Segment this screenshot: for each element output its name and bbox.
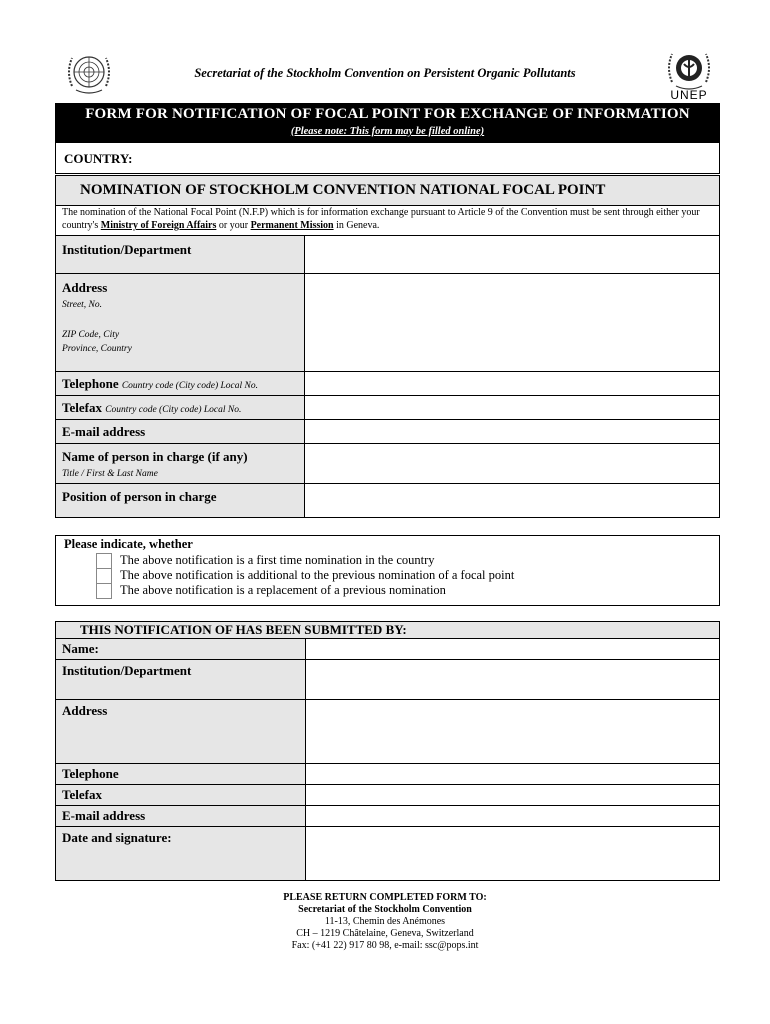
- form-title: FORM FOR NOTIFICATION OF FOCAL POINT FOR EXCHANGE OF INFORMATION: [85, 106, 690, 122]
- org-title: Secretariat of the Stockholm Convention on Persistent Organic Pollutants: [194, 66, 576, 80]
- nomination-table: [55, 175, 720, 518]
- option-first-time-label: The above notification is a first time nomination in the country: [120, 553, 435, 567]
- telefax-hint: Country code (City code) Local No.: [105, 404, 242, 415]
- submitter-email-label: E-mail address: [56, 806, 306, 827]
- submitted-heading: THIS NOTIFICATION OF HAS BEEN SUBMITTED BY:: [56, 622, 720, 639]
- submitter-telephone-label: Telephone: [56, 764, 306, 785]
- country-field[interactable]: [55, 143, 720, 174]
- submitter-institution-field[interactable]: [305, 660, 719, 700]
- option-additional: [96, 568, 514, 583]
- return-address: [200, 892, 570, 952]
- checkbox-replacement[interactable]: [96, 583, 112, 599]
- address-street-hint: Street, No.: [62, 300, 103, 310]
- address-zip-hint: ZIP Code, City: [62, 330, 120, 340]
- un-logo: [60, 50, 118, 96]
- date-signature-label: Date and signature:: [56, 827, 306, 881]
- telefax-label-cell: [56, 396, 305, 420]
- submitter-institution-label: Institution/Department: [56, 660, 306, 700]
- telephone-label-cell: [56, 372, 305, 396]
- return-city: CH – 1219 Châtelaine, Geneva, Switzerland: [296, 928, 474, 939]
- nomination-heading: NOMINATION OF STOCKHOLM CONVENTION NATIONAL FOCAL POINT: [56, 176, 720, 206]
- person-label-cell: [56, 444, 305, 484]
- email-field[interactable]: [304, 420, 719, 444]
- submitter-telephone-field[interactable]: [305, 764, 719, 785]
- online-note[interactable]: (Please note: This form may be filled online): [290, 126, 485, 137]
- submitter-name-field[interactable]: [305, 639, 719, 660]
- submitter-telefax-label: Telefax: [56, 785, 306, 806]
- form-title-banner: [55, 103, 720, 143]
- address-field[interactable]: [304, 274, 719, 372]
- nomination-intro: The nomination of the National Focal Point (N.F.P) which is for information exchange pursuant to Article 9 of the Convention must be sent through either your country's Ministry of Foreign Affairs or your Permanent Mission in Geneva.: [56, 206, 720, 236]
- address-label-cell: [56, 274, 305, 372]
- checkbox-additional[interactable]: [96, 568, 112, 584]
- address-province-hint: Province, Country: [62, 344, 132, 354]
- option-additional-label: The above notification is additional to the previous nomination of a focal point: [120, 568, 515, 582]
- position-label: Position of person in charge: [56, 484, 305, 518]
- return-contact: Fax: (+41 22) 917 80 98, e-mail: ssc@pops.int: [291, 940, 479, 951]
- telefax-field[interactable]: [304, 396, 719, 420]
- return-org: Secretariat of the Stockholm Convention: [298, 904, 472, 915]
- ministry-link: Ministry of Foreign Affairs: [100, 220, 217, 231]
- submitter-address-label: Address: [56, 700, 306, 764]
- person-field[interactable]: [304, 444, 719, 484]
- unep-logo-text: UNEP: [670, 88, 708, 102]
- institution-label: Institution/Department: [56, 236, 305, 274]
- unep-logo: [664, 48, 714, 102]
- option-replacement-label: The above notification is a replacement of a previous nomination: [120, 583, 446, 597]
- submitter-email-field[interactable]: [305, 806, 719, 827]
- submitter-telefax-field[interactable]: [305, 785, 719, 806]
- option-replacement: [96, 583, 446, 598]
- submitter-address-field[interactable]: [305, 700, 719, 764]
- checkbox-first-time[interactable]: [96, 553, 112, 569]
- country-label: COUNTRY:: [64, 151, 133, 166]
- person-hint: Title / First & Last Name: [62, 469, 158, 479]
- return-street: 11-13, Chemin des Anémones: [324, 916, 446, 927]
- telefax-label: Telefax: [62, 399, 102, 415]
- submitted-by-table: [55, 621, 720, 881]
- nomination-type-box: [55, 535, 720, 606]
- telephone-field[interactable]: [304, 372, 719, 396]
- address-label: Address: [62, 280, 108, 295]
- institution-field[interactable]: [304, 236, 719, 274]
- mission-link: Permanent Mission: [250, 220, 334, 231]
- submitter-name-label: Name:: [56, 639, 306, 660]
- telephone-hint: Country code (City code) Local No.: [121, 380, 258, 391]
- date-signature-field[interactable]: [305, 827, 719, 881]
- position-field[interactable]: [304, 484, 719, 518]
- person-label: Name of person in charge (if any): [62, 449, 248, 464]
- email-label: E-mail address: [56, 420, 305, 444]
- option-first-time: [96, 553, 435, 568]
- return-heading: PLEASE RETURN COMPLETED FORM TO:: [283, 892, 487, 903]
- indicate-heading: Please indicate, whether: [64, 537, 193, 551]
- telephone-label: Telephone: [62, 375, 119, 391]
